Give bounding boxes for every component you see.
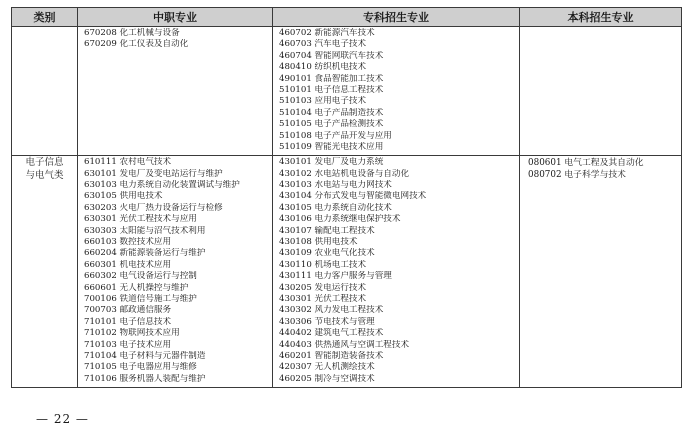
major-entry: 630101 发电厂及变电站运行与维护 bbox=[84, 168, 223, 179]
major-entry: 700703 邮政通信服务 bbox=[84, 305, 172, 316]
major-entry: 430105 电力系统自动化技术 bbox=[279, 202, 392, 213]
secondary-vocational-cell bbox=[78, 156, 273, 388]
junior-college-cell bbox=[273, 156, 520, 388]
category-cell bbox=[12, 27, 78, 156]
major-entry: 630105 供用电技术 bbox=[84, 191, 163, 202]
major-entry: 510105 电子产品检测技术 bbox=[279, 119, 384, 130]
major-entry: 490101 食品智能加工技术 bbox=[279, 73, 384, 84]
major-entry: 670208 化工机械与设备 bbox=[84, 28, 180, 38]
undergraduate-cell bbox=[520, 27, 682, 156]
major-entry: 700106 铁道信号施工与维护 bbox=[84, 293, 197, 304]
major-entry: 430302 风力发电工程技术 bbox=[279, 305, 384, 316]
major-entry: 710104 电子材料与元器件制造 bbox=[84, 350, 206, 361]
major-entry: 440402 建筑电气工程技术 bbox=[279, 328, 384, 339]
major-entry: 660301 机电技术应用 bbox=[84, 259, 172, 270]
major-entry: 430103 水电站与电力网技术 bbox=[279, 180, 392, 191]
header-undergraduate: 本科招生专业 bbox=[520, 8, 682, 27]
major-entry: 510109 智能光电技术应用 bbox=[279, 141, 384, 152]
major-entry: 710106 服务机器人装配与维护 bbox=[84, 373, 206, 384]
undergraduate-cell bbox=[520, 156, 682, 388]
major-entry: 630103 电力系统自动化装置调试与维护 bbox=[84, 180, 240, 191]
header-category: 类别 bbox=[12, 8, 78, 27]
major-entry: 480410 纺织机电技术 bbox=[279, 62, 367, 73]
category-label: 与电气类 bbox=[25, 170, 64, 182]
major-entry: 460205 制冷与空调技术 bbox=[279, 373, 375, 384]
major-entry: 430306 节电技术与管理 bbox=[279, 316, 375, 327]
major-entry: 430106 电力系统继电保护技术 bbox=[279, 214, 401, 225]
major-entry: 510104 电子产品制造技术 bbox=[279, 107, 384, 118]
major-entry: 080702 电子科学与技术 bbox=[528, 170, 626, 181]
major-entry: 430107 输配电工程技术 bbox=[279, 225, 375, 236]
major-entry: 430110 机场电工技术 bbox=[279, 259, 367, 270]
major-entry: 710105 电子电器应用与维修 bbox=[84, 362, 197, 373]
major-entry: 460703 汽车电子技术 bbox=[279, 39, 367, 50]
major-entry: 610111 农村电气技术 bbox=[84, 157, 172, 168]
major-entry: 430205 发电运行技术 bbox=[279, 282, 367, 293]
major-entry: 710102 物联网技术应用 bbox=[84, 328, 180, 339]
table-row bbox=[12, 27, 682, 156]
major-entry: 710101 电子信息技术 bbox=[84, 316, 172, 327]
table-header-row bbox=[12, 8, 682, 27]
major-entry: 430102 水电站机电设备与自动化 bbox=[279, 168, 410, 179]
major-entry: 630301 光伏工程技术与应用 bbox=[84, 214, 197, 225]
major-entry: 660601 无人机操控与维护 bbox=[84, 282, 189, 293]
major-entry: 510108 电子产品开发与应用 bbox=[279, 130, 392, 141]
header-junior-college: 专科招生专业 bbox=[273, 8, 520, 27]
page-number: — 22 — bbox=[36, 412, 89, 426]
major-entry: 510103 应用电子技术 bbox=[279, 96, 367, 107]
major-entry: 430108 供用电技术 bbox=[279, 237, 358, 248]
major-entry: 660302 电气设备运行与控制 bbox=[84, 271, 197, 282]
major-entry: 710103 电子技术应用 bbox=[84, 339, 172, 350]
major-entry: 420307 无人机测绘技术 bbox=[279, 362, 375, 373]
table-row bbox=[12, 156, 682, 388]
major-entry: 080601 电气工程及其自动化 bbox=[528, 158, 644, 169]
secondary-vocational-cell bbox=[78, 27, 273, 156]
major-entry: 430111 电力客户服务与管理 bbox=[279, 271, 392, 282]
major-entry: 660204 新能源装备运行与维护 bbox=[84, 248, 206, 259]
major-entry: 460702 新能源汽车技术 bbox=[279, 28, 375, 38]
category-cell bbox=[12, 156, 78, 388]
header-secondary-vocational: 中职专业 bbox=[78, 8, 273, 27]
majors-table bbox=[11, 7, 682, 388]
junior-college-cell bbox=[273, 27, 520, 156]
major-entry: 510101 电子信息工程技术 bbox=[279, 84, 384, 95]
major-entry: 430109 农业电气化技术 bbox=[279, 248, 375, 259]
major-entry: 670209 化工仪表及自动化 bbox=[84, 39, 189, 50]
major-entry: 630203 火电厂热力设备运行与检修 bbox=[84, 202, 223, 213]
category-label: 电子信息 bbox=[25, 157, 64, 169]
major-entry: 430101 发电厂及电力系统 bbox=[279, 157, 384, 168]
major-entry: 460201 智能制造装备技术 bbox=[279, 350, 384, 361]
major-entry: 430301 光伏工程技术 bbox=[279, 293, 367, 304]
major-entry: 660103 数控技术应用 bbox=[84, 237, 172, 248]
major-entry: 430104 分布式发电与智能微电网技术 bbox=[279, 191, 427, 202]
major-entry: 460704 智能网联汽车技术 bbox=[279, 50, 384, 61]
major-entry: 630303 太阳能与沼气技术利用 bbox=[84, 225, 206, 236]
major-entry: 440403 供热通风与空调工程技术 bbox=[279, 339, 410, 350]
